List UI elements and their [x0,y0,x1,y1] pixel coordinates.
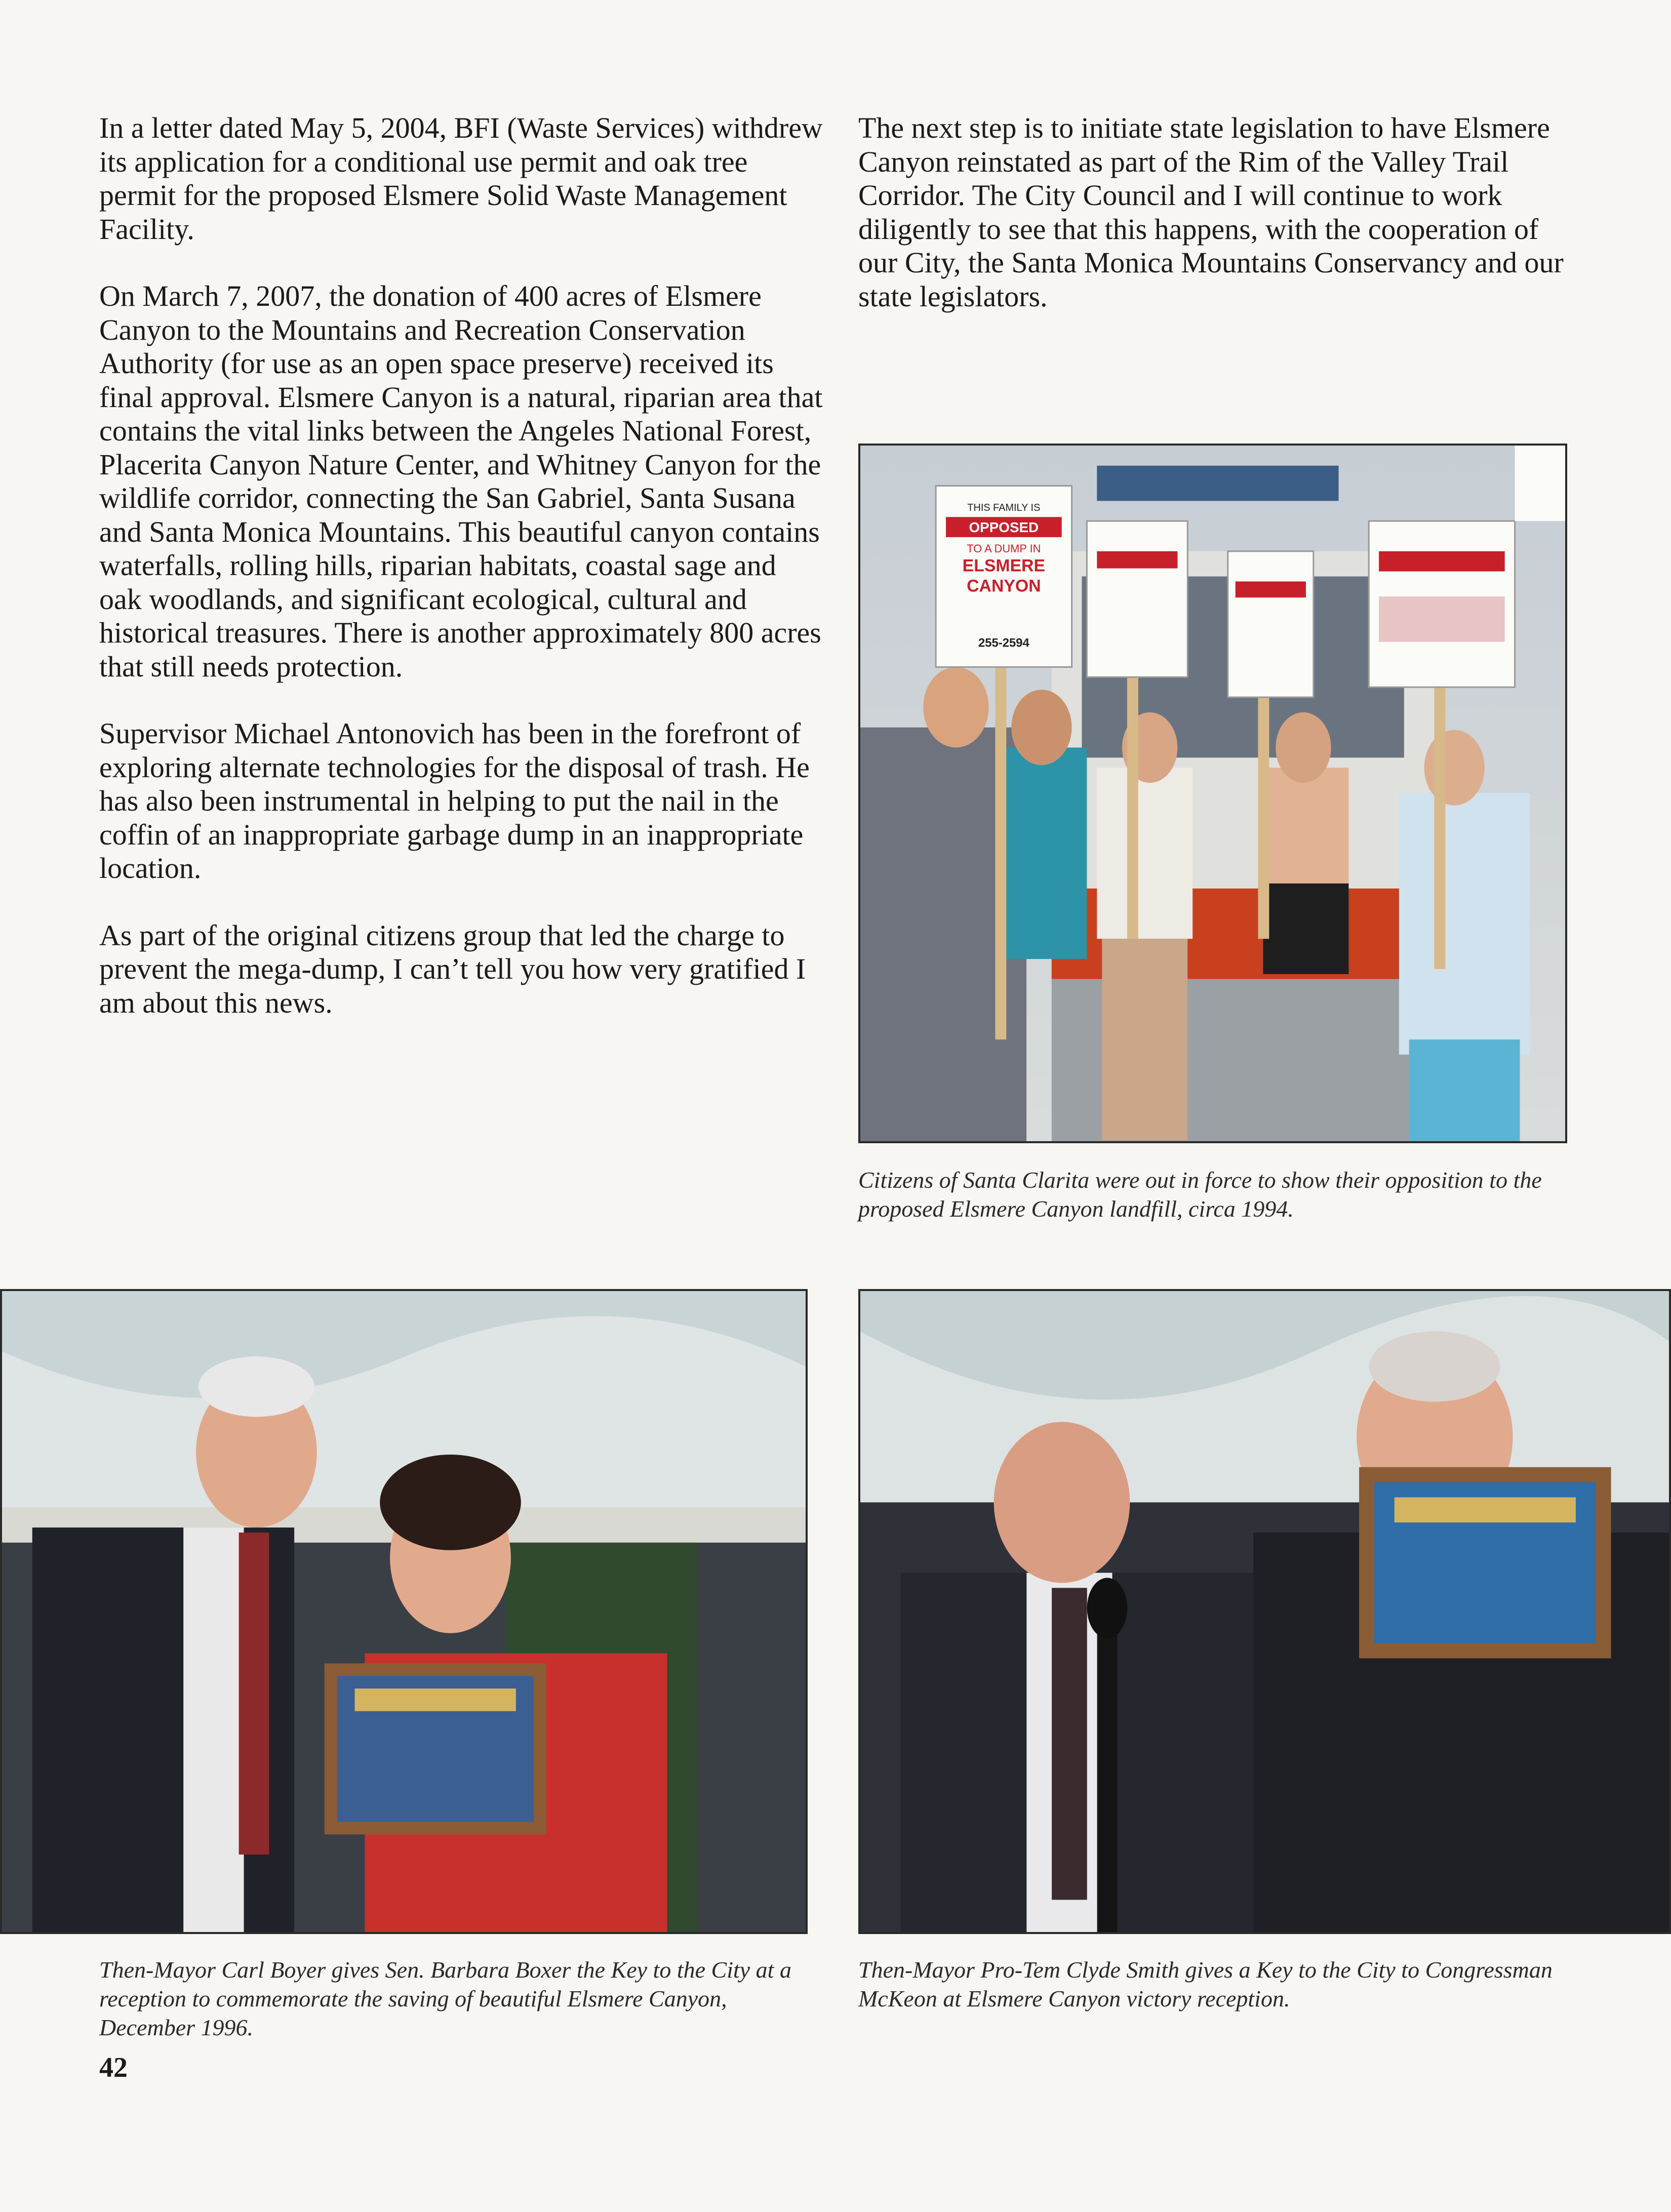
boxer-photo-caption: Then-Mayor Carl Boyer gives Sen. Barbara Boxer the Key to the City at a reception to commemorate the saving of beautiful Elsmere Canyon, December 1996. [99,1957,791,2040]
boxer-key-photo [0,1289,808,1934]
paragraph-antonovich: Supervisor Michael Antonovich has been in the forefront of exploring alternate technologies for the disposal of trash. He has also been instrumental in helping to put the nail in the coffin of an inappropriate garbage dump in an inappropriate location. [99,717,810,884]
right-text-column [858,111,1567,347]
left-text-column [99,111,823,1053]
page-number: 42 [99,2052,128,2083]
mckeon-key-photo [858,1289,1671,1934]
sign-line-5: CANYON [967,576,1041,596]
sign-line-1: THIS FAMILY IS [967,502,1041,514]
sign-line-2: OPPOSED [969,519,1039,536]
protest-photo [858,444,1567,1143]
protest-photo-caption: Citizens of Santa Clarita were out in force to show their opposition to the proposed Elsmere Canyon landfill, circa 1994. [858,1167,1542,1222]
protest-sign [936,486,1071,667]
mckeon-photo-caption: Then-Mayor Pro-Tem Clyde Smith gives a Key to the City to Congressman McKeon at Elsmere Canyon victory reception. [858,1957,1553,2012]
sign-line-3: TO A DUMP IN [967,542,1041,555]
truck-rack [1097,466,1338,501]
paragraph-citizens-group: As part of the original citizens group that led the charge to prevent the mega-dump, I can’t tell you how very gratified I am about this news. [99,918,806,1019]
paragraph-bfi-withdrawal: In a letter dated May 5, 2004, BFI (Waste Services) withdrew its application for a conditional use permit and oak tree permit for the proposed Elsmere Solid Waste Management Facility. [99,111,823,246]
paragraph-donation: On March 7, 2007, the donation of 400 acres of Elsmere Canyon to the Mountains and Recreation Conservation Authority (for use as an open space preserve) received its final approval. Elsmere Canyon is a natural, riparian area that contains the vital links between the Angeles National Forest, Placerita Canyon Nature Center, and Whitney Canyon for the wildlife corridor, connecting the San Gabriel, Santa Susana and Santa Monica Mountains. This beautiful canyon contains waterfalls, rolling hills, riparian habitats, coastal sage and oak woodlands, and significant ecological, cultural and historical treasures. There is another approximately 800 acres that still needs protection. [99,279,823,683]
sign-line-6: 255-2594 [978,636,1029,650]
sign-line-4: ELSMERE [962,556,1046,576]
paragraph-next-step: The next step is to initiate state legislation to have Elsmere Canyon reinstated as part of the Rim of the Valley Trail Corridor. The City Council and I will continue to work diligently to see that this happens, with the cooperation of our City, the Santa Monica Mountains Conservancy and our state legislators. [858,111,1564,313]
